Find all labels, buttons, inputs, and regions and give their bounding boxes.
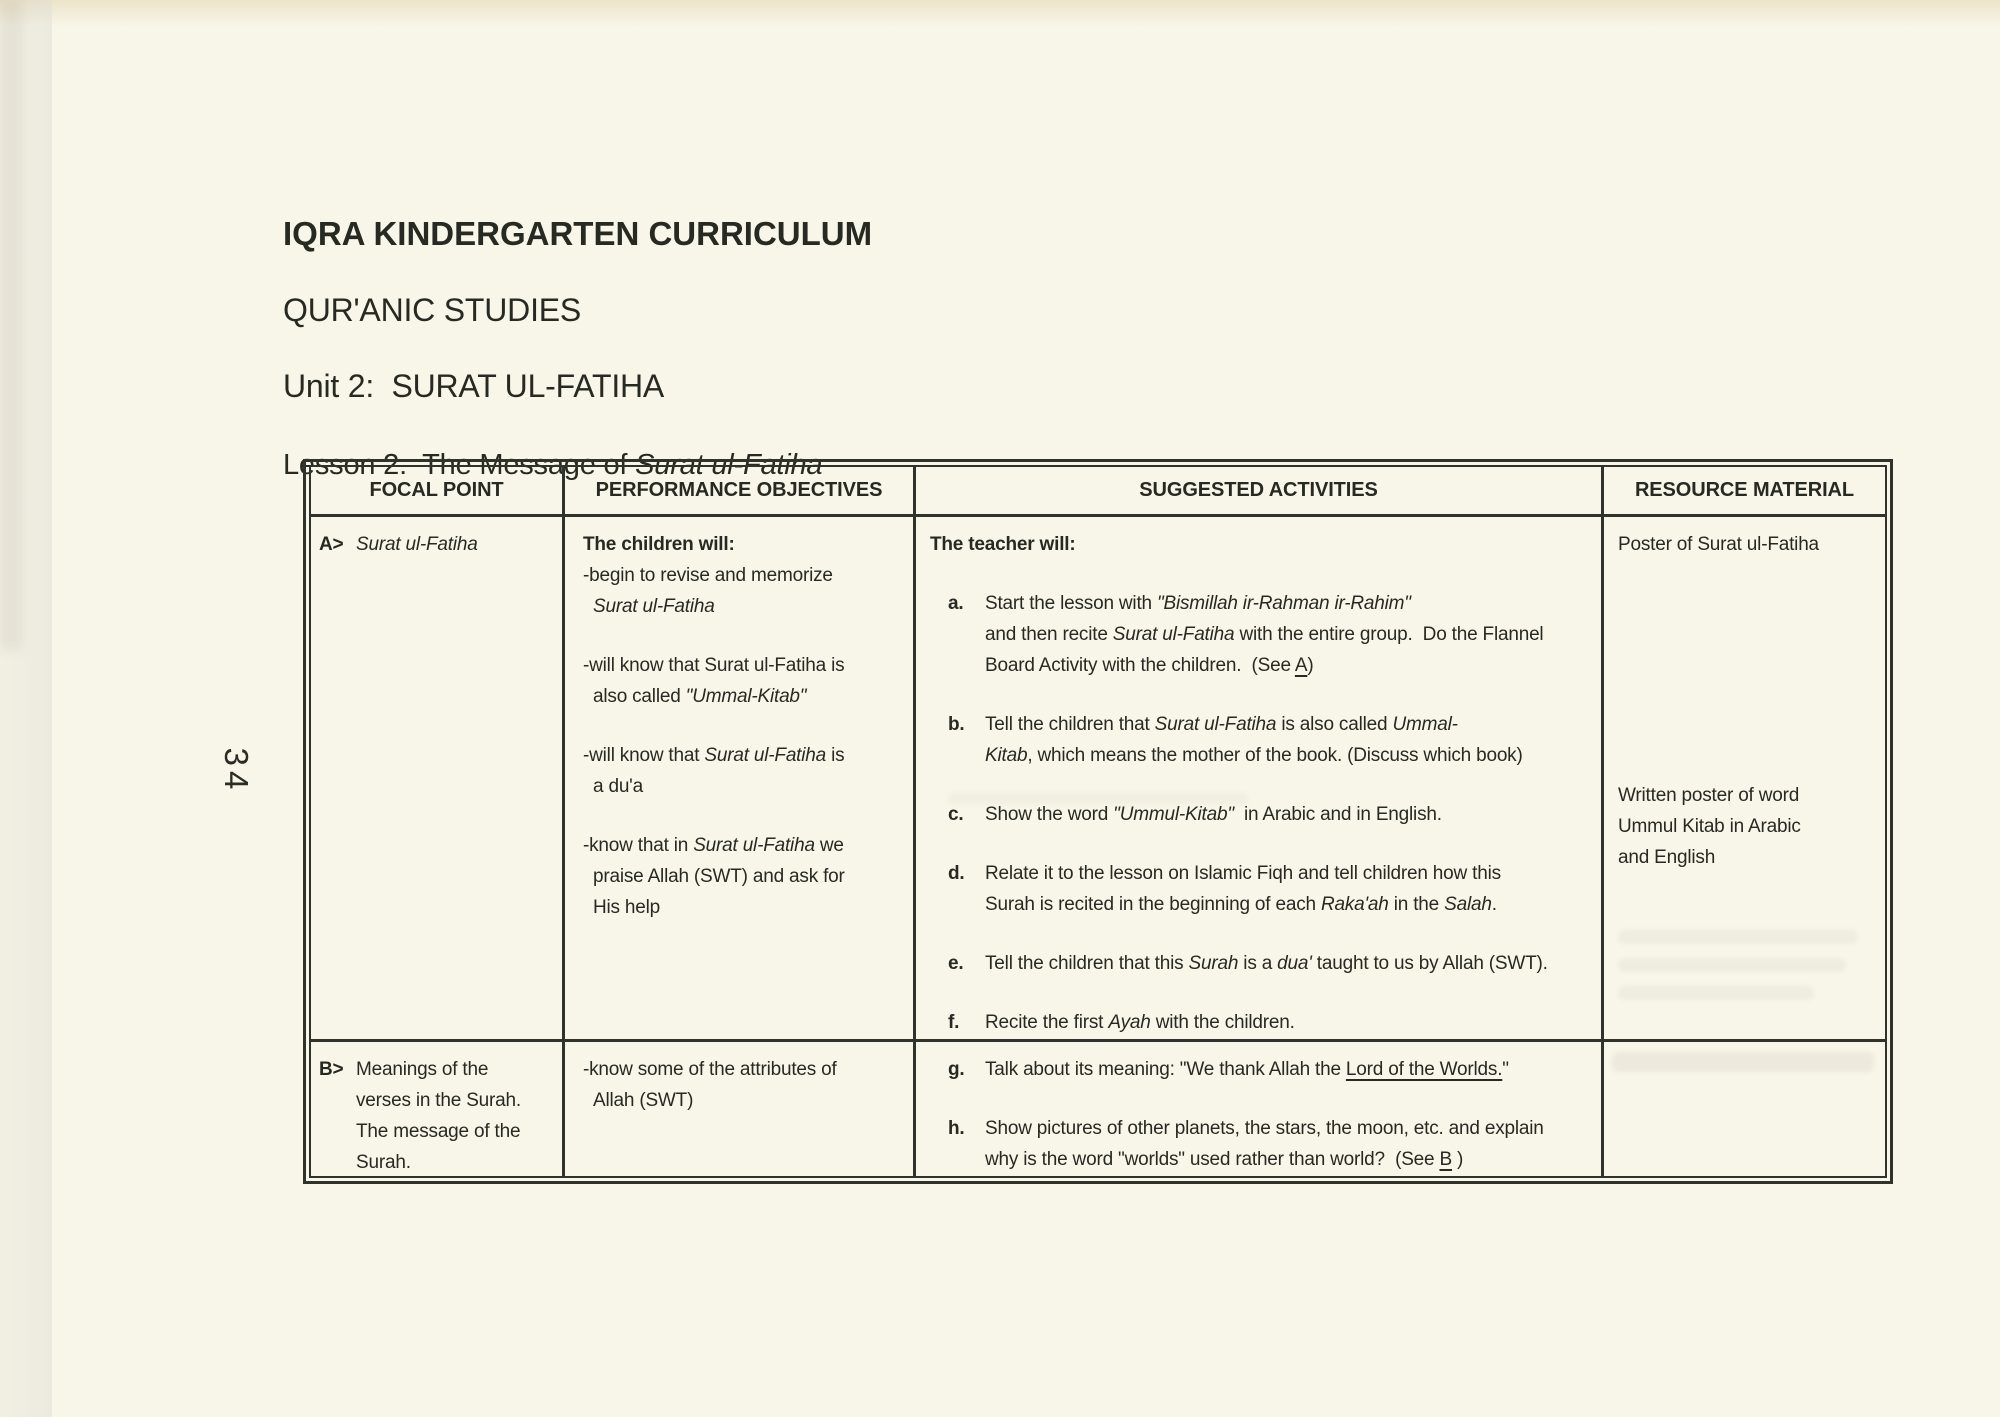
lesson-title: Lesson 2: The Message of Surat ul-Fatiha — [283, 449, 823, 481]
curriculum-title: IQRA KINDERGARTEN CURRICULUM — [283, 215, 873, 252]
paragraph: e. Tell the children that this Surah is a dua' taught to us by Allah (SWT). — [948, 953, 1548, 974]
cell-suggested-activities-row-b — [916, 1042, 1604, 1176]
column-header-suggested-activities: SUGGESTED ACTIVITIES — [916, 467, 1604, 517]
bleedthrough-smudge — [1618, 930, 1858, 944]
paragraph: -will know that Surat ul-Fatiha is also called "Ummal-Kitab" — [583, 655, 845, 707]
paragraph: b. Tell the children that Surat ul-Fatiha is also called Ummal- Kitab, which means the mother of the book. (Discuss which book) — [948, 714, 1523, 766]
paragraph: h. Show pictures of other planets, the stars, the moon, etc. and explain why is the word "worlds" used rather than world? (See B ) — [948, 1118, 1544, 1170]
bleedthrough-smudge — [1612, 1052, 1874, 1072]
cell-focal-point-row-b — [311, 1042, 565, 1176]
cell-performance-objectives-row-a — [565, 517, 916, 1042]
paragraph: -will know that Surat ul-Fatiha is a du'a — [583, 745, 845, 797]
paragraph: g. Talk about its meaning: "We thank Allah the Lord of the Worlds." — [948, 1059, 1509, 1080]
paragraph: c. Show the word "Ummul-Kitab" in Arabic and in English. — [948, 804, 1442, 825]
paragraph: The children will: — [583, 534, 735, 555]
paragraph: f. Recite the first Ayah with the children. — [948, 1012, 1295, 1033]
page-number: 34 — [218, 747, 255, 795]
column-header-focal-point: FOCAL POINT — [311, 467, 565, 517]
paragraph: a. Start the lesson with "Bismillah ir-Rahman ir-Rahim" and then recite Surat ul-Fatiha with the entire group. Do the Flannel Board Activity with the children. (See A) — [948, 593, 1544, 676]
scan-crease-shadow — [0, 0, 22, 650]
cell-suggested-activities-row-a — [916, 517, 1604, 1042]
paragraph: d. Relate it to the lesson on Islamic Fiqh and tell children how this Surah is recited in the beginning of each Raka'ah in the Salah. — [948, 863, 1501, 915]
scan-top-shading — [0, 0, 2000, 26]
bleedthrough-smudge — [1618, 958, 1846, 972]
unit-title: Unit 2: SURAT UL-FATIHA — [283, 368, 665, 404]
paragraph: -begin to revise and memorize Surat ul-Fatiha — [583, 565, 833, 617]
column-header-performance-objectives: PERFORMANCE OBJECTIVES — [565, 467, 916, 517]
paragraph: -know that in Surat ul-Fatiha we praise Allah (SWT) and ask for His help — [583, 835, 845, 918]
paragraph: Written poster of word Ummul Kitab in Arabic and English — [1618, 785, 1801, 868]
cell-focal-point-row-a — [311, 517, 565, 1042]
subject-title: QUR'ANIC STUDIES — [283, 292, 582, 328]
column-header-resource-material: RESOURCE MATERIAL — [1604, 467, 1885, 517]
bleedthrough-smudge — [948, 792, 1248, 805]
paragraph: B> Meanings of the verses in the Surah. The message of the Surah. — [319, 1059, 521, 1173]
paragraph: -know some of the attributes of Allah (SWT) — [583, 1059, 837, 1111]
curriculum-table — [303, 459, 1893, 1184]
paragraph: The teacher will: — [930, 534, 1076, 555]
bleedthrough-smudge — [1618, 986, 1814, 1000]
cell-performance-objectives-row-b — [565, 1042, 916, 1176]
paragraph: A> Surat ul-Fatiha — [319, 534, 478, 555]
paragraph: Poster of Surat ul-Fatiha — [1618, 534, 1819, 555]
